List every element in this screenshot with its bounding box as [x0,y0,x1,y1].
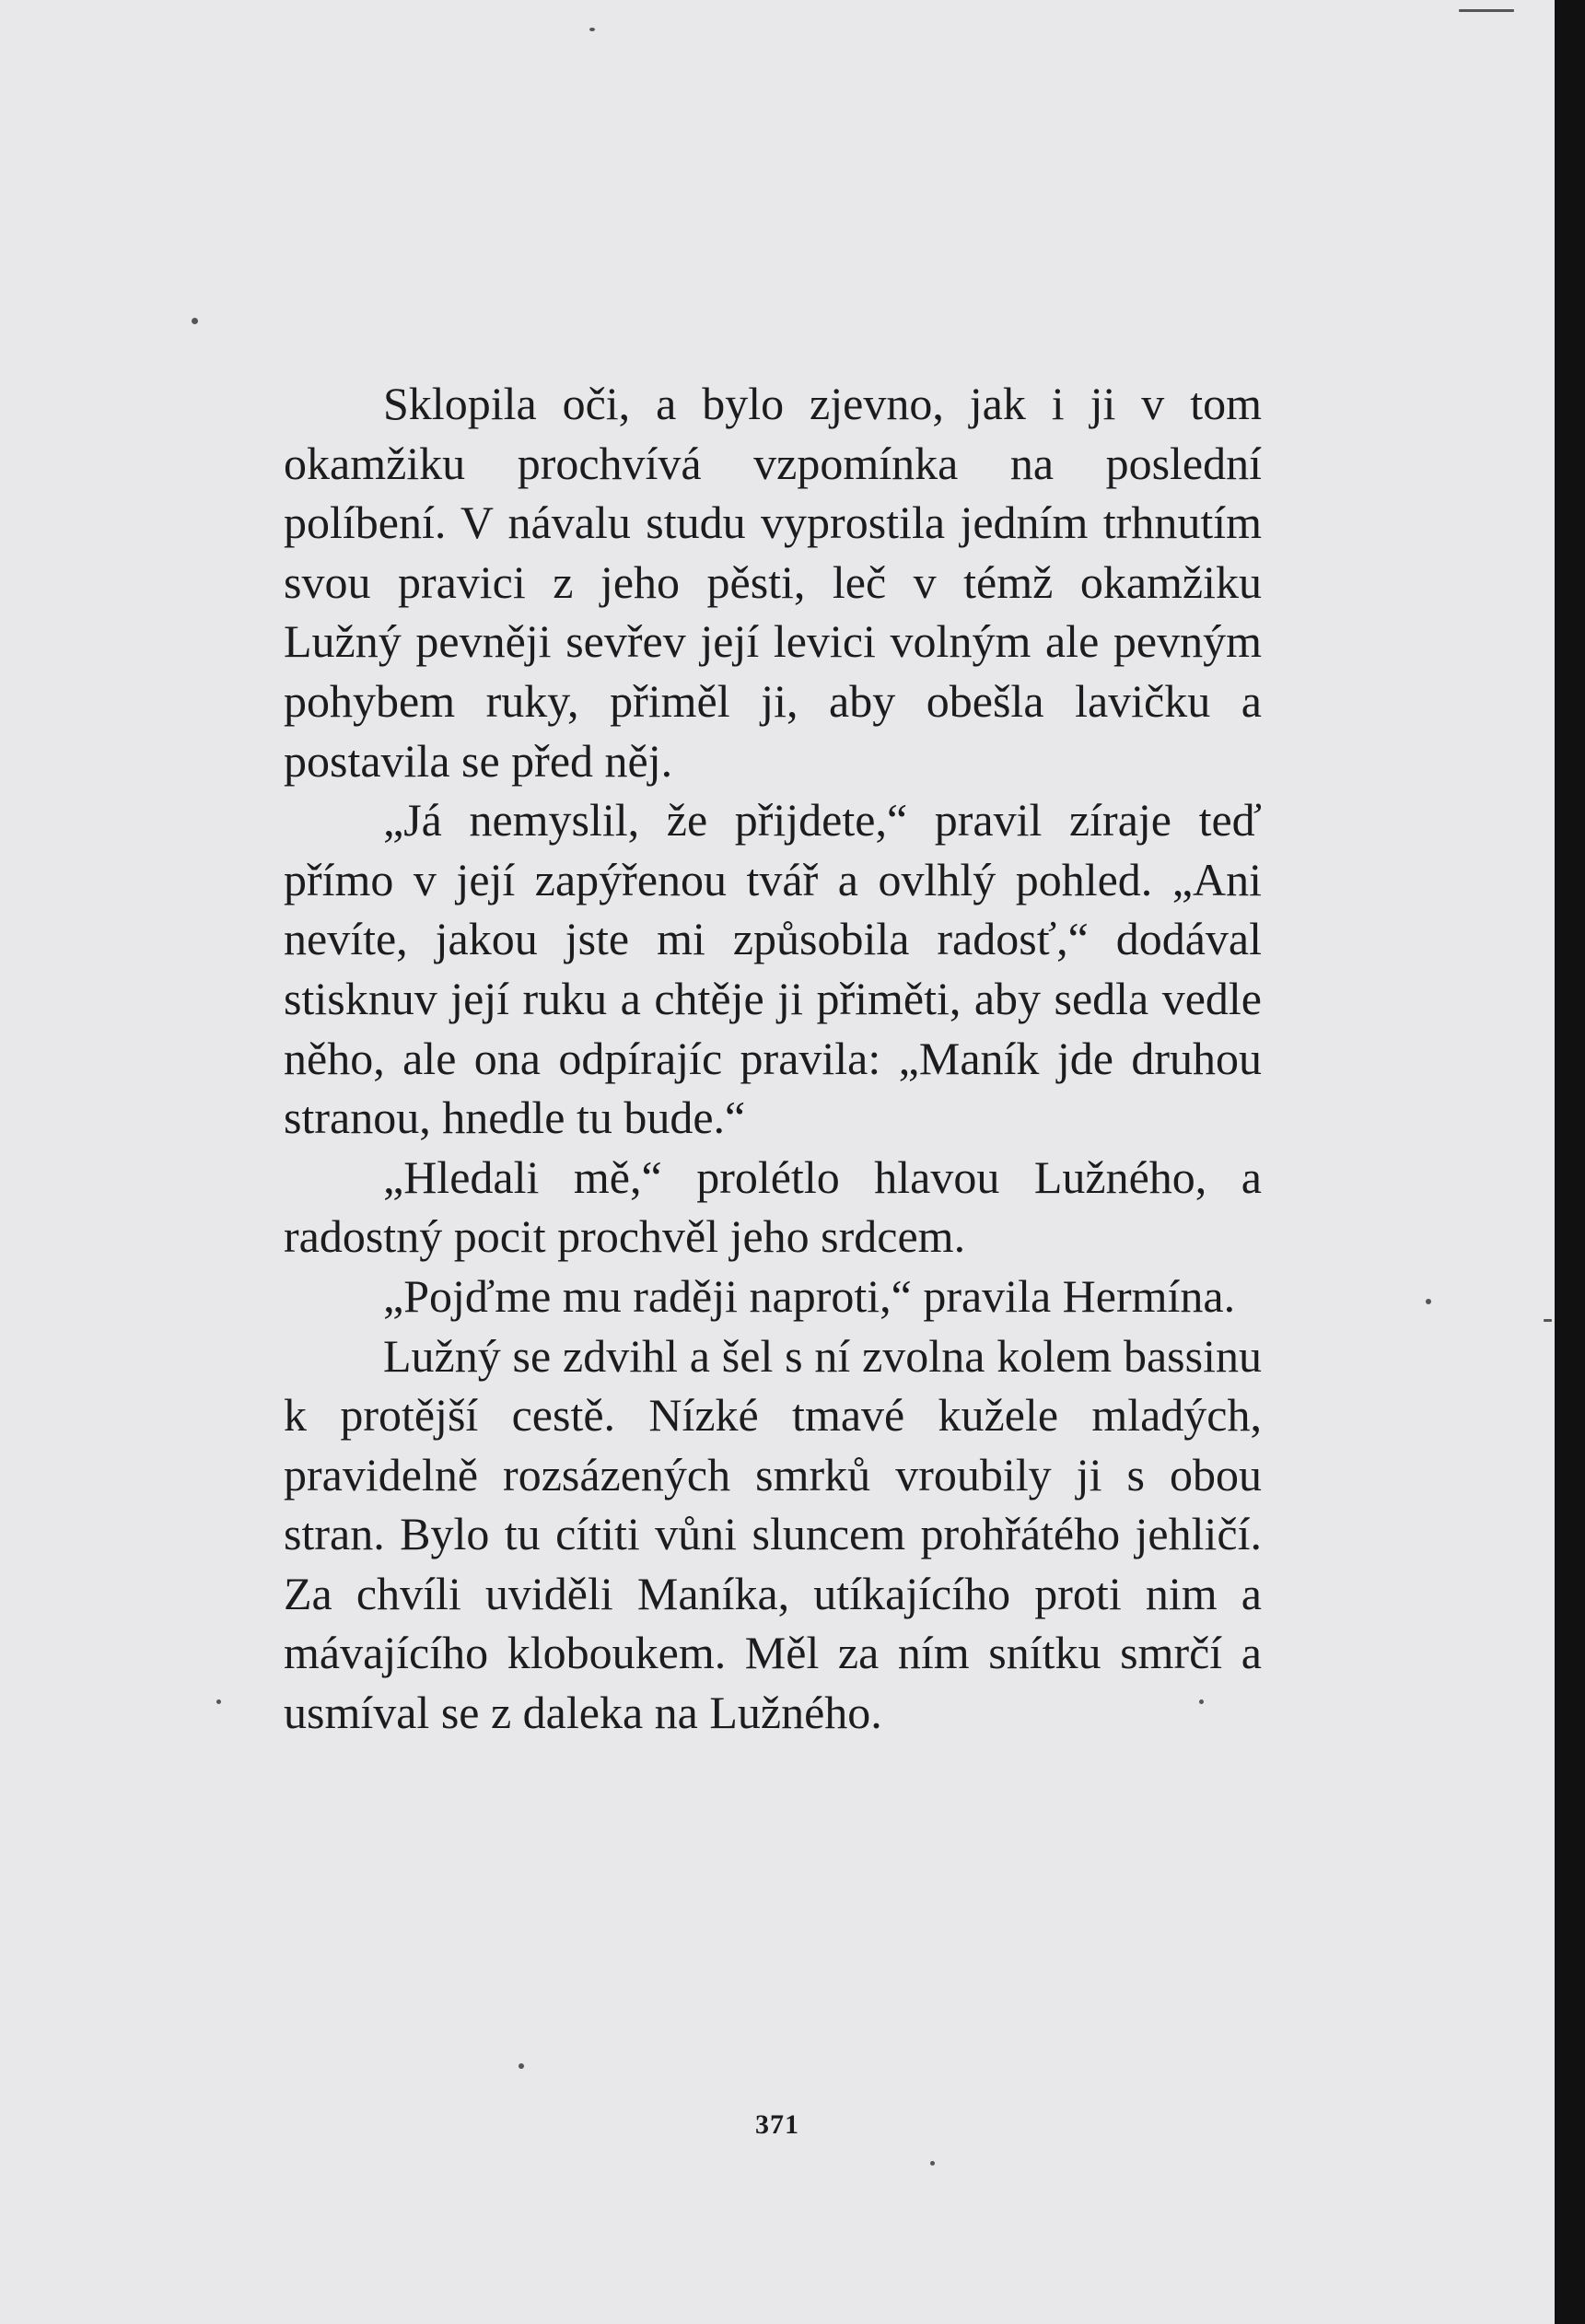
scan-edge [1555,0,1585,2324]
paragraph-5: Lužný se zdvihl a šel s ní zvolna kolem bassinu k protější cestě. Nízké tmavé kužele mladých, pravidelně rozsázených smrků vroubily ji s obou stran. Bylo tu cítiti vůni sluncem prohřátého jehličí. Za chvíli uviděli Maníka, utíkajícího proti nim a mávajícího kloboukem. Měl za ním snítku smrčí a usmíval se z daleka na Lužného. [284,1329,1262,1739]
scan-speck [1544,1319,1552,1322]
scan-speck [519,2063,524,2069]
paragraph-3: „Hledali mě,“ prolétlo hlavou Lužného, a radostný pocit prochvěl jeho srdcem. [284,1150,1262,1263]
scan-speck [1426,1299,1431,1304]
scan-speck [216,1699,221,1704]
scan-speck [930,2161,935,2166]
paragraph-1: Sklopila oči, a bylo zjevno, jak i ji v tom okamžiku prochvívá vzpomínka na poslední políbení. V návalu studu vyprostila jedním trhnutím svou pravici z jeho pěsti, leč v témž okamžiku Lužný pevněji sevřev její levici volným ale pevným pohybem ruky, přiměl ji, aby obešla lavičku a postavila se před něj. [284,378,1262,787]
scan-speck [192,318,198,324]
scan-speck [589,28,595,31]
scan-speck [1199,1699,1204,1704]
page-number: 371 [755,2109,799,2140]
paragraph-2: „Já nemyslil, že přijdete,“ pravil zíraje teď přímo v její zapýřenou tvář a ovlhlý pohled. „Ani nevíte, jakou jste mi způsobila radosť,“ dodával stisknuv její ruku a chtěje ji přiměti, aby sedla vedle něho, ale ona odpírajíc pravila: „Maník jde druhou stranou, hnedle tu bude.“ [284,794,1262,1144]
body-text [284,374,1262,1743]
paragraph-4: „Pojďme mu raději naproti,“ pravila Hermína. [383,1269,1236,1322]
scan-speck [1459,9,1514,12]
